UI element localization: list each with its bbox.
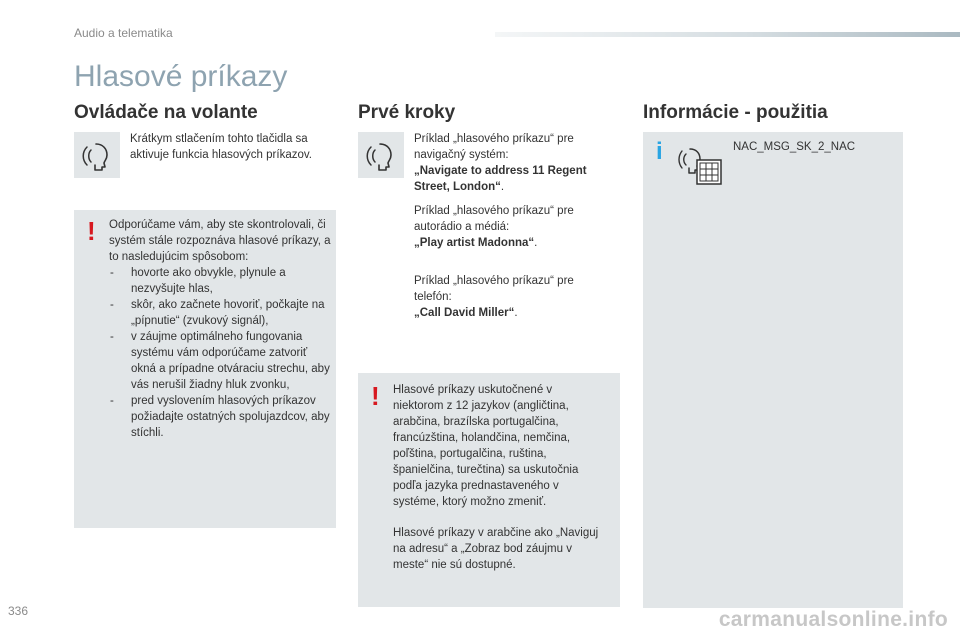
example-phone — [414, 273, 614, 321]
section-header: Audio a telematika — [74, 26, 173, 40]
language-warning-text — [393, 382, 601, 573]
heading-info-uses: Informácie - použitia — [643, 102, 828, 123]
steering-warning-list — [109, 265, 331, 441]
example-end: . — [514, 307, 518, 319]
warning-mark: ! — [87, 216, 96, 246]
header-rule — [495, 32, 960, 37]
list-item: - skôr, ako začnete hovoriť, počkajte na „pípnutie“ (zvukový signál), — [109, 297, 331, 329]
page-title: Hlasové príkazy — [74, 60, 288, 93]
steering-intro-text: Krátkym stlačením tohto tlačidla sa aktivuje funkcia hlasových príkazov. — [130, 133, 312, 161]
list-item: - hovorte ako obvykle, plynule a nezvyšujte hlas, — [109, 265, 331, 297]
info-icon: i — [656, 138, 663, 165]
example-radio-media — [414, 203, 614, 251]
voice-command-screen-icon-box — [676, 140, 724, 188]
list-item: - pred vyslovením hlasových príkazov požiadajte ostatných spolujazdcov, aby stíchli. — [109, 393, 331, 441]
steering-warning-intro: Odporúčame vám, aby ste skontrolovali, či systém stále rozpoznáva hlasové príkazy, a to nasledujúcim spôsobom: — [109, 219, 331, 263]
example-text: Príklad „hlasového príkazu“ pre telefón: — [414, 275, 574, 303]
info-box — [643, 132, 903, 608]
arabic-warning-paragraph: Hlasové príkazy v arabčine ako „Naviguj na adresu“ a „Zobraz bod záujmu v meste“ nie sú dostupné. — [393, 527, 599, 571]
steering-warning-text — [109, 217, 331, 441]
voice-command-icon — [358, 132, 404, 178]
voice-command-icon-box — [74, 132, 120, 178]
voice-command-icon — [74, 132, 120, 178]
heading-first-steps: Prvé kroky — [358, 102, 456, 123]
example-end: . — [534, 237, 538, 249]
language-warning-paragraph: Hlasové príkazy uskutočnené v niektorom z 12 jazykov (angličtina, arabčina, brazílska portugalčina, francúzština, holandčina, nemčina, poľština, portugalčina, ruština, španielčina, turečtina) sa uskutočnia podľa jazyka prednastaveného v systéme, ktorý možno zmeniť. — [393, 384, 579, 508]
example-navigation — [414, 131, 614, 195]
example-end: . — [500, 181, 505, 193]
example-text: Príklad „hlasového príkazu“ pre navigačný systém: — [414, 133, 574, 161]
voice-command-screen-icon — [676, 140, 724, 188]
example-command: „Call David Miller“ — [414, 307, 515, 319]
info-code: NAC_MSG_SK_2_NAC — [733, 141, 856, 153]
example-text: Príklad „hlasového príkazu“ pre autorádio a médiá: — [414, 205, 574, 233]
example-command: „Navigate to address 11 Regent Street, London“ — [414, 165, 587, 193]
example-command: „Play artist Madonna“ — [414, 237, 535, 249]
heading-steering-controls: Ovládače na volante — [74, 102, 258, 123]
list-item: - v záujme optimálneho fungovania systému vám odporúčame zatvoriť okná a prípadne otváraciu strechu, aby vás nerušil žiadny hluk zvonku, — [109, 329, 331, 393]
page-number: 336 — [8, 604, 29, 618]
watermark: carmanualsonline.info — [718, 608, 948, 631]
voice-command-icon-box — [358, 132, 404, 178]
warning-mark: ! — [371, 381, 380, 411]
